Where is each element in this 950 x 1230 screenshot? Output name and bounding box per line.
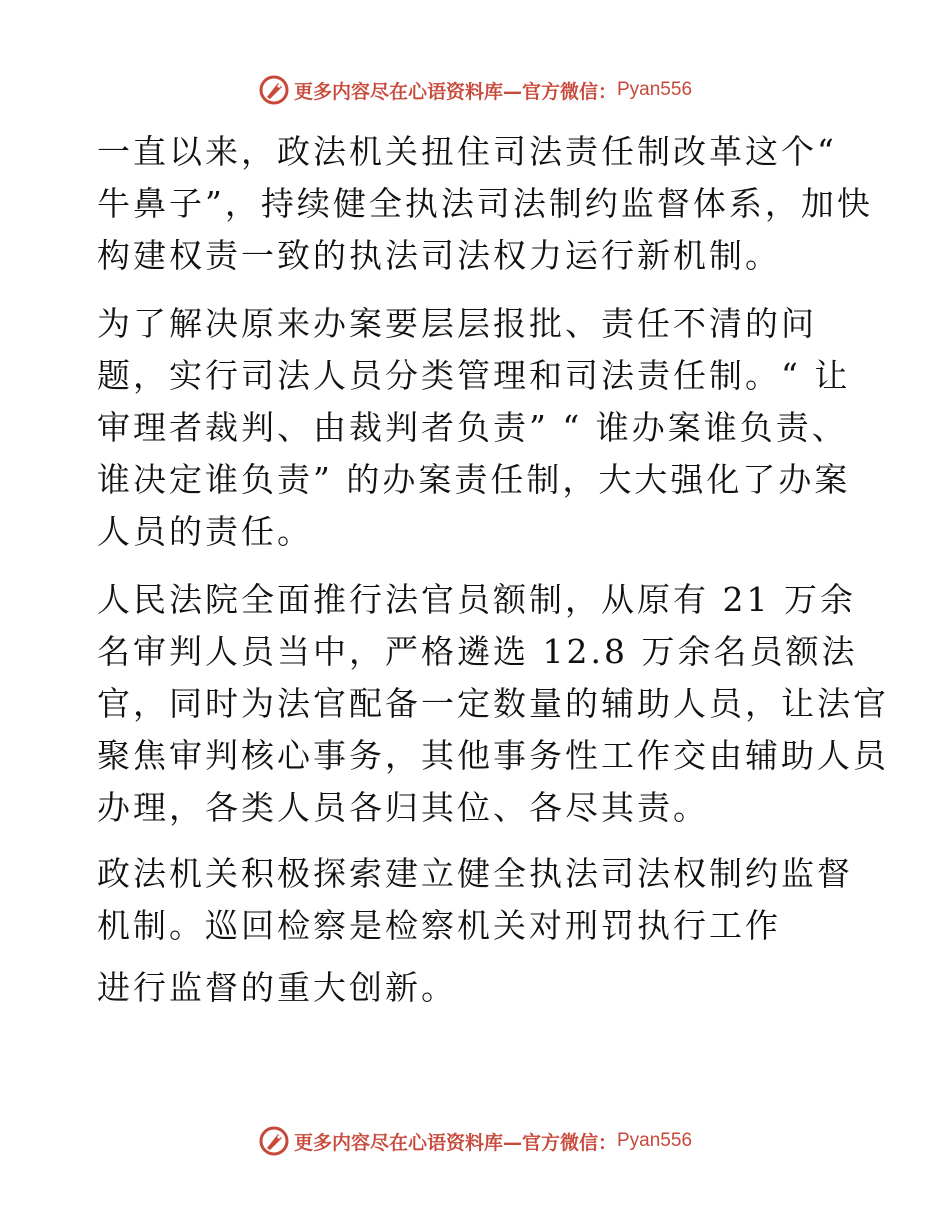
text-line: 构建权责一致的执法司法权力运行新机制。 bbox=[97, 236, 781, 275]
header-banner bbox=[0, 70, 950, 110]
footer-banner bbox=[0, 1121, 950, 1161]
text-line: 为了解决原来办案要层层报批、责任不清的问 bbox=[97, 304, 817, 343]
header-banner-text: 更多内容尽在心语资料库—官方微信： bbox=[293, 80, 617, 103]
text-line: 题，实行司法人员分类管理和司法责任制。“ 让 bbox=[97, 356, 851, 395]
text-line: 进行监督的重大创新。 bbox=[97, 968, 457, 1007]
text-line: 机制。巡回检察是检察机关对刑罚执行工作 bbox=[97, 906, 781, 945]
footer-banner-wechat-id: Pyan556 bbox=[617, 1130, 693, 1151]
text-line: 聚焦审判核心事务，其他事务性工作交由辅助人员 bbox=[97, 736, 889, 775]
text-line: 谁决定谁负责” 的办案责任制，大大强化了办案 bbox=[97, 460, 851, 499]
paragraph-2 bbox=[97, 298, 852, 558]
footer-banner-text: 更多内容尽在心语资料库—官方微信： bbox=[293, 1131, 617, 1154]
paragraph-5 bbox=[97, 962, 852, 1014]
document-body bbox=[97, 126, 889, 1014]
header-banner-wechat-id: Pyan556 bbox=[617, 79, 693, 100]
text-line: 人员的责任。 bbox=[97, 512, 313, 551]
paragraph-1 bbox=[97, 126, 873, 282]
pen-nib-logo-icon bbox=[258, 1125, 290, 1157]
text-line: 名审判人员当中，严格遴选 12.8 万余名员额法 bbox=[97, 632, 858, 671]
pen-nib-logo-icon bbox=[258, 74, 290, 106]
paragraph-3 bbox=[97, 574, 889, 834]
text-line: 一直以来，政法机关扭住司法责任制改革这个“ bbox=[97, 132, 837, 171]
text-line: 官，同时为法官配备一定数量的辅助人员，让法官 bbox=[97, 684, 889, 723]
text-line: 人民法院全面推行法官员额制，从原有 21 万余 bbox=[97, 580, 856, 619]
text-line: 办理，各类人员各归其位、各尽其责。 bbox=[97, 788, 709, 827]
text-line: 政法机关积极探索建立健全执法司法权制约监督 bbox=[97, 854, 853, 893]
text-line: 牛鼻子”，持续健全执法司法制约监督体系，加快 bbox=[97, 184, 873, 223]
paragraph-4 bbox=[97, 848, 852, 952]
text-line: 审理者裁判、由裁判者负责” “ 谁办案谁负责、 bbox=[97, 408, 848, 447]
